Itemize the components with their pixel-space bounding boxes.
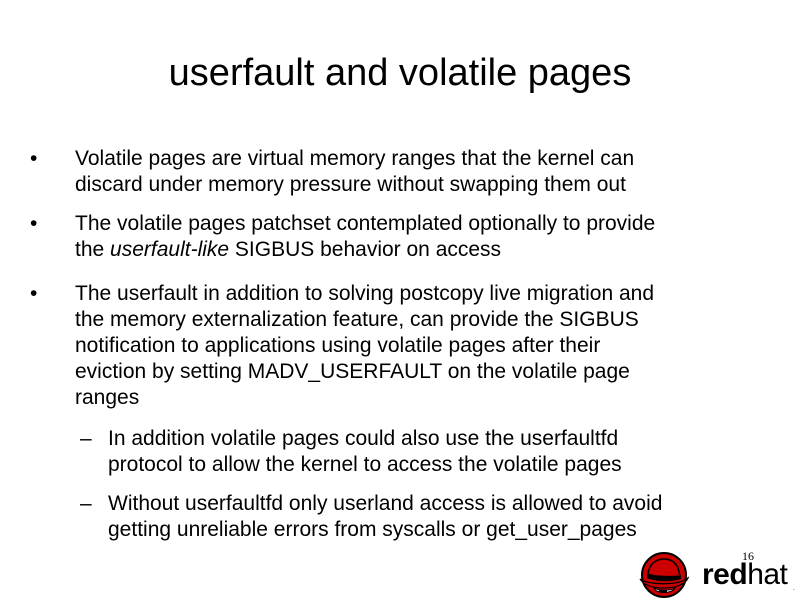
bullet-line: The volatile pages patchset contemplated optionally to provide [75, 212, 656, 235]
bullet-line-prefix: the [75, 238, 111, 261]
bullet-line: In addition volatile pages could also use the userfaultfd [108, 427, 619, 450]
logo-word-red: red [702, 558, 748, 591]
red-hat-logo [630, 550, 798, 598]
emphasis-userfault-like: userfault-like [110, 238, 230, 261]
bullet-line: the memory externalization feature, can provide the SIGBUS [75, 308, 639, 331]
bullet-marker: • [30, 282, 38, 305]
bullet-line: Volatile pages are virtual memory ranges that the kernel can [75, 147, 635, 170]
bullet-line: eviction by setting MADV_USERFAULT on the volatile page [75, 360, 630, 383]
page-number: 16 [742, 549, 754, 563]
bullet-line: getting unreliable errors from syscalls or get_user_pages [108, 518, 637, 541]
sub-bullet-text [108, 426, 758, 478]
sub-bullet-text [108, 491, 758, 543]
logo-trademark: . [793, 586, 795, 592]
bullet-text [75, 146, 765, 198]
bullet-marker: • [30, 212, 38, 235]
bullet-line: ranges [75, 386, 140, 409]
bullet-line: The userfault in addition to solving postcopy live migration and [75, 282, 654, 305]
bullet-text [75, 281, 765, 411]
bullet-line [75, 237, 765, 263]
bullet-line-suffix: SIGBUS behavior on access [229, 238, 502, 261]
sub-bullet-marker: – [80, 427, 92, 450]
bullet-line: Without userfaultfd only userland access is allowed to avoid [108, 492, 663, 515]
slide-title: userfault and volatile pages [168, 52, 632, 94]
bullet-line: notification to applications using volatile pages after their [75, 334, 601, 357]
shadowman-red-hat-icon [630, 550, 700, 598]
logo-word-hat: hat [747, 558, 788, 591]
logo-wordmark [702, 558, 787, 592]
bullet-line: discard under memory pressure without swapping them out [75, 173, 626, 196]
bullet-line: protocol to allow the kernel to access the volatile pages [108, 453, 622, 476]
sub-bullet-marker: – [80, 492, 92, 515]
bullet-marker: • [30, 147, 38, 170]
bullet-text [75, 211, 765, 263]
